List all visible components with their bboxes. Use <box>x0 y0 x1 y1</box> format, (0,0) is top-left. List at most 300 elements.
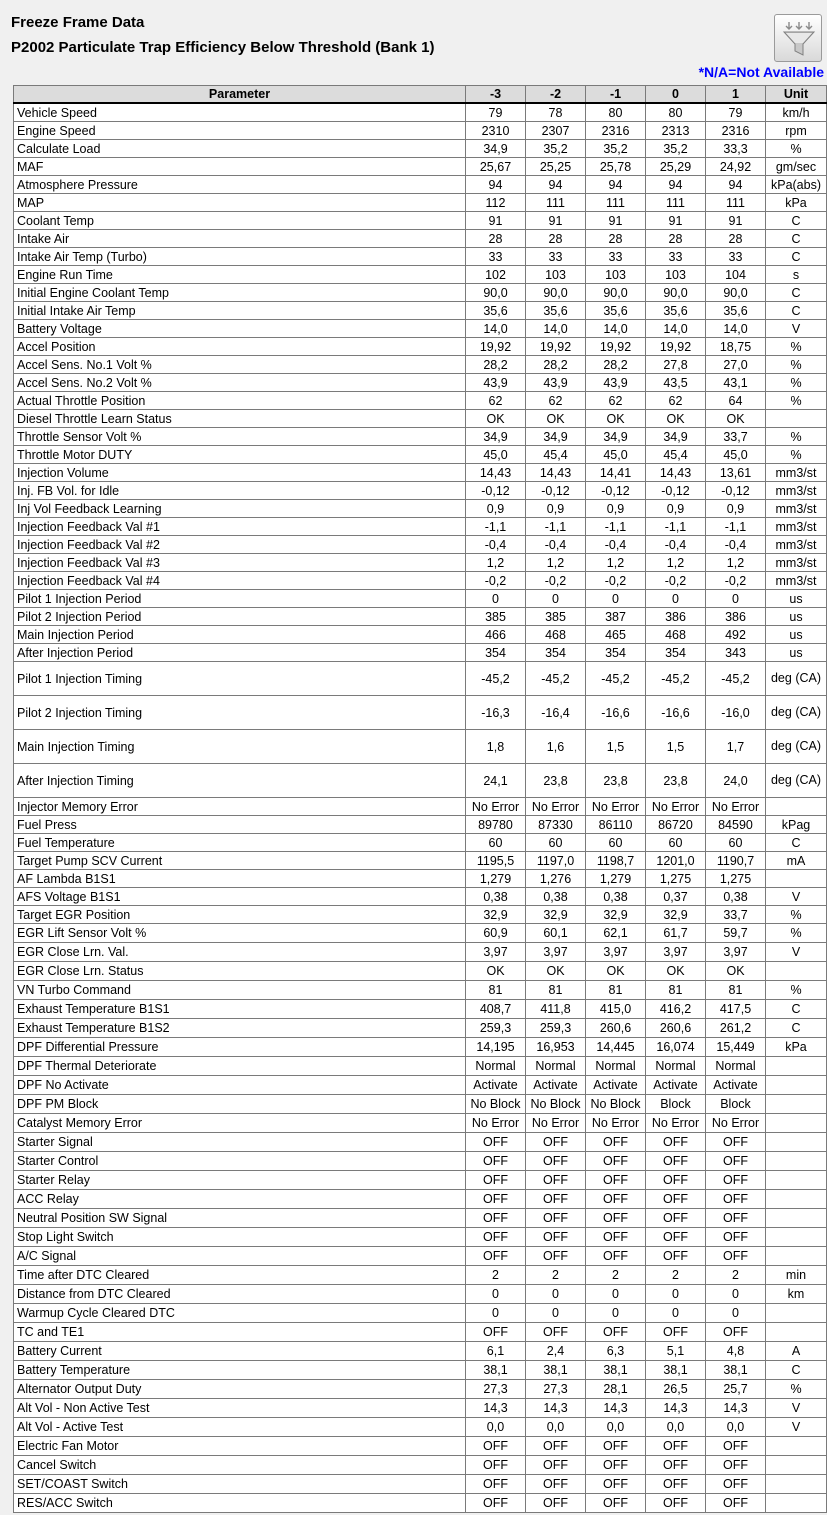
frame-value: 84590 <box>706 816 766 834</box>
parameter-name: Neutral Position SW Signal <box>14 1209 466 1228</box>
frame-value: 0 <box>586 1304 646 1323</box>
frame-value: 1198,7 <box>586 852 646 870</box>
frame-value: 1201,0 <box>646 852 706 870</box>
parameter-name: DPF No Activate <box>14 1076 466 1095</box>
table-row[interactable] <box>14 608 827 626</box>
table-row[interactable] <box>14 1494 827 1513</box>
parameter-name: Intake Air <box>14 230 466 248</box>
frame-value: 0 <box>646 590 706 608</box>
frame-value: 0,9 <box>466 500 526 518</box>
unit-value: % <box>766 924 827 943</box>
table-row[interactable] <box>14 1190 827 1209</box>
table-row[interactable] <box>14 764 827 798</box>
column-header-frame-minus-3[interactable]: -3 <box>466 86 526 104</box>
frame-value: 0 <box>466 1304 526 1323</box>
frame-value: 14,41 <box>586 464 646 482</box>
table-row[interactable] <box>14 518 827 536</box>
table-row[interactable] <box>14 230 827 248</box>
frame-value: 90,0 <box>646 284 706 302</box>
frame-value: 62 <box>586 392 646 410</box>
unit-value: min <box>766 1266 827 1285</box>
frame-value: OFF <box>466 1475 526 1494</box>
table-row[interactable] <box>14 590 827 608</box>
frame-value: OFF <box>646 1190 706 1209</box>
frame-value: OFF <box>526 1209 586 1228</box>
table-row[interactable] <box>14 1475 827 1494</box>
frame-value: 468 <box>526 626 586 644</box>
frame-value: Activate <box>706 1076 766 1095</box>
frame-value: 0,9 <box>586 500 646 518</box>
frame-value: 14,0 <box>706 320 766 338</box>
frame-value: -0,12 <box>586 482 646 500</box>
frame-value: 33 <box>646 248 706 266</box>
parameter-name: Starter Relay <box>14 1171 466 1190</box>
frame-value: OFF <box>586 1133 646 1152</box>
frame-value: 260,6 <box>586 1019 646 1038</box>
unit-value: km <box>766 1285 827 1304</box>
table-row[interactable] <box>14 1000 827 1019</box>
parameter-name: Stop Light Switch <box>14 1228 466 1247</box>
frame-value: 1,5 <box>586 730 646 764</box>
frame-value: OFF <box>646 1475 706 1494</box>
frame-value: OFF <box>646 1494 706 1513</box>
frame-value: 14,3 <box>526 1399 586 1418</box>
unit-value <box>766 1133 827 1152</box>
frame-value: 14,3 <box>466 1399 526 1418</box>
frame-value: 60 <box>526 834 586 852</box>
parameter-name: Initial Intake Air Temp <box>14 302 466 320</box>
table-row[interactable] <box>14 410 827 428</box>
column-header-frame-minus-1[interactable]: -1 <box>586 86 646 104</box>
frame-value: -16,4 <box>526 696 586 730</box>
table-row[interactable] <box>14 500 827 518</box>
unit-value: us <box>766 644 827 662</box>
frame-value: -0,4 <box>706 536 766 554</box>
frame-value: 0 <box>646 1304 706 1323</box>
unit-value: rpm <box>766 122 827 140</box>
frame-value: 14,3 <box>706 1399 766 1418</box>
frame-value: 0 <box>706 1285 766 1304</box>
table-row[interactable] <box>14 1076 827 1095</box>
frame-value: Activate <box>586 1076 646 1095</box>
frame-value: -0,12 <box>706 482 766 500</box>
frame-value: 0,0 <box>466 1418 526 1437</box>
frame-value: OFF <box>646 1228 706 1247</box>
frame-value: OK <box>706 410 766 428</box>
frame-value: 3,97 <box>466 943 526 962</box>
unit-value <box>766 1494 827 1513</box>
frame-value: OK <box>466 410 526 428</box>
table-row[interactable] <box>14 834 827 852</box>
frame-value: 60,9 <box>466 924 526 943</box>
parameter-name: Warmup Cycle Cleared DTC <box>14 1304 466 1323</box>
frame-value: 1197,0 <box>526 852 586 870</box>
table-row[interactable] <box>14 1171 827 1190</box>
frame-value: 354 <box>466 644 526 662</box>
frame-value: -1,1 <box>646 518 706 536</box>
table-row[interactable] <box>14 266 827 284</box>
column-header-frame-minus-2[interactable]: -2 <box>526 86 586 104</box>
table-row[interactable] <box>14 1228 827 1247</box>
parameter-name: VN Turbo Command <box>14 981 466 1000</box>
frame-value: 35,2 <box>526 140 586 158</box>
frame-value: 104 <box>706 266 766 284</box>
table-row[interactable] <box>14 140 827 158</box>
frame-value: -45,2 <box>466 662 526 696</box>
table-row[interactable] <box>14 1095 827 1114</box>
frame-value: OFF <box>526 1456 586 1475</box>
parameter-name: Catalyst Memory Error <box>14 1114 466 1133</box>
frame-value: 0,38 <box>466 888 526 906</box>
frame-value: 14,43 <box>466 464 526 482</box>
frame-value: 103 <box>586 266 646 284</box>
table-row[interactable] <box>14 302 827 320</box>
frame-value: OFF <box>466 1247 526 1266</box>
frame-value: OK <box>526 962 586 981</box>
frame-value: -0,2 <box>586 572 646 590</box>
unit-value <box>766 1475 827 1494</box>
column-header-frame-1[interactable]: 1 <box>706 86 766 104</box>
table-row[interactable] <box>14 1152 827 1171</box>
frame-value: 19,92 <box>586 338 646 356</box>
table-row[interactable] <box>14 1133 827 1152</box>
table-row[interactable] <box>14 1380 827 1399</box>
frame-value: 19,92 <box>526 338 586 356</box>
frame-value: 28 <box>586 230 646 248</box>
frame-value: -1,1 <box>466 518 526 536</box>
table-row[interactable] <box>14 1418 827 1437</box>
frame-value: 1,2 <box>706 554 766 572</box>
frame-value: OFF <box>586 1323 646 1342</box>
frame-value: 386 <box>706 608 766 626</box>
frame-value: 79 <box>706 103 766 122</box>
frame-value: 25,25 <box>526 158 586 176</box>
table-row[interactable] <box>14 1361 827 1380</box>
frame-value: 2 <box>706 1266 766 1285</box>
table-row[interactable] <box>14 1247 827 1266</box>
table-row[interactable] <box>14 1209 827 1228</box>
frame-value: OFF <box>526 1133 586 1152</box>
table-row[interactable] <box>14 981 827 1000</box>
table-row[interactable] <box>14 554 827 572</box>
frame-value: 14,3 <box>586 1399 646 1418</box>
table-row[interactable] <box>14 103 827 122</box>
frame-value: 0,38 <box>526 888 586 906</box>
frame-value: 16,074 <box>646 1038 706 1057</box>
frame-value: 111 <box>706 194 766 212</box>
frame-value: 4,8 <box>706 1342 766 1361</box>
table-row[interactable] <box>14 338 827 356</box>
frame-value: 34,9 <box>466 140 526 158</box>
frame-value: -16,3 <box>466 696 526 730</box>
frame-value: 94 <box>586 176 646 194</box>
column-header-frame-0[interactable]: 0 <box>646 86 706 104</box>
unit-value: mm3/st <box>766 500 827 518</box>
frame-value: 60 <box>586 834 646 852</box>
frame-value: OFF <box>586 1152 646 1171</box>
frame-value: 43,1 <box>706 374 766 392</box>
table-row[interactable] <box>14 572 827 590</box>
table-row[interactable] <box>14 962 827 981</box>
parameter-name: TC and TE1 <box>14 1323 466 1342</box>
frame-value: 354 <box>526 644 586 662</box>
table-row[interactable] <box>14 906 827 924</box>
parameter-name: Battery Voltage <box>14 320 466 338</box>
frame-value: 45,0 <box>466 446 526 464</box>
frame-value: 33 <box>586 248 646 266</box>
parameter-name: Pilot 2 Injection Period <box>14 608 466 626</box>
frame-value: 1,6 <box>526 730 586 764</box>
parameter-name: EGR Lift Sensor Volt % <box>14 924 466 943</box>
table-row[interactable] <box>14 158 827 176</box>
table-row[interactable] <box>14 1456 827 1475</box>
parameter-name: Throttle Sensor Volt % <box>14 428 466 446</box>
frame-value: 28 <box>526 230 586 248</box>
table-row[interactable] <box>14 644 827 662</box>
frame-value: OFF <box>526 1228 586 1247</box>
table-row[interactable] <box>14 356 827 374</box>
frame-value: 2 <box>646 1266 706 1285</box>
unit-value: C <box>766 212 827 230</box>
frame-value: Normal <box>466 1057 526 1076</box>
frame-value: 0,9 <box>646 500 706 518</box>
table-row[interactable] <box>14 464 827 482</box>
frame-value: 81 <box>646 981 706 1000</box>
unit-value <box>766 1171 827 1190</box>
frame-value: OFF <box>586 1456 646 1475</box>
frame-value: 1,2 <box>526 554 586 572</box>
table-row[interactable] <box>14 536 827 554</box>
table-row[interactable] <box>14 392 827 410</box>
frame-value: 0 <box>526 1304 586 1323</box>
parameter-name: DPF Differential Pressure <box>14 1038 466 1057</box>
table-row[interactable] <box>14 1114 827 1133</box>
frame-value: No Error <box>706 1114 766 1133</box>
table-row[interactable] <box>14 696 827 730</box>
parameter-name: Battery Temperature <box>14 1361 466 1380</box>
unit-value <box>766 1076 827 1095</box>
frame-value: 34,9 <box>526 428 586 446</box>
frame-value: OFF <box>706 1323 766 1342</box>
table-row[interactable] <box>14 374 827 392</box>
frame-value: OFF <box>586 1228 646 1247</box>
frame-value: 1,5 <box>646 730 706 764</box>
frame-value: 14,0 <box>586 320 646 338</box>
frame-value: OFF <box>466 1152 526 1171</box>
frame-value: 28 <box>646 230 706 248</box>
frame-value: OFF <box>706 1228 766 1247</box>
frame-value: 111 <box>646 194 706 212</box>
frame-value: 91 <box>526 212 586 230</box>
parameter-name: SET/COAST Switch <box>14 1475 466 1494</box>
frame-value: 28 <box>706 230 766 248</box>
frame-value: 19,92 <box>466 338 526 356</box>
frame-value: 0,0 <box>526 1418 586 1437</box>
table-row[interactable] <box>14 176 827 194</box>
frame-value: 103 <box>646 266 706 284</box>
unit-value: C <box>766 1019 827 1038</box>
parameter-name: Engine Run Time <box>14 266 466 284</box>
unit-value <box>766 870 827 888</box>
table-row[interactable] <box>14 1266 827 1285</box>
frame-value: 81 <box>466 981 526 1000</box>
frame-value: 81 <box>586 981 646 1000</box>
frame-value: 38,1 <box>706 1361 766 1380</box>
table-row[interactable] <box>14 284 827 302</box>
frame-value: 0 <box>526 1285 586 1304</box>
frame-value: 0,9 <box>526 500 586 518</box>
table-row[interactable] <box>14 870 827 888</box>
table-row[interactable] <box>14 1304 827 1323</box>
table-row[interactable] <box>14 428 827 446</box>
table-row[interactable] <box>14 852 827 870</box>
frame-value: 27,0 <box>706 356 766 374</box>
frame-value: 261,2 <box>706 1019 766 1038</box>
frame-value: Normal <box>586 1057 646 1076</box>
frame-value: 61,7 <box>646 924 706 943</box>
frame-value: 0,9 <box>706 500 766 518</box>
parameter-name: Battery Current <box>14 1342 466 1361</box>
table-row[interactable] <box>14 122 827 140</box>
parameter-name: Injection Feedback Val #1 <box>14 518 466 536</box>
frame-value: 2,4 <box>526 1342 586 1361</box>
table-row[interactable] <box>14 212 827 230</box>
frame-value: -45,2 <box>526 662 586 696</box>
frame-value: OK <box>706 962 766 981</box>
frame-value: 38,1 <box>466 1361 526 1380</box>
frame-value: 60 <box>646 834 706 852</box>
parameter-name: Main Injection Timing <box>14 730 466 764</box>
table-row[interactable] <box>14 924 827 943</box>
table-row[interactable] <box>14 626 827 644</box>
parameter-name: Injection Feedback Val #2 <box>14 536 466 554</box>
table-row[interactable] <box>14 798 827 816</box>
parameter-name: MAP <box>14 194 466 212</box>
frame-value: 90,0 <box>706 284 766 302</box>
frame-value: 35,6 <box>586 302 646 320</box>
frame-value: 32,9 <box>646 906 706 924</box>
frame-value: 2313 <box>646 122 706 140</box>
table-row[interactable] <box>14 482 827 500</box>
parameter-name: Exhaust Temperature B1S1 <box>14 1000 466 1019</box>
frame-value: OFF <box>586 1247 646 1266</box>
frame-value: -0,4 <box>586 536 646 554</box>
table-row[interactable] <box>14 1323 827 1342</box>
frame-value: 45,0 <box>586 446 646 464</box>
unit-value: gm/sec <box>766 158 827 176</box>
frame-value: 25,7 <box>706 1380 766 1399</box>
frame-value: 1,275 <box>646 870 706 888</box>
frame-value: -0,12 <box>526 482 586 500</box>
table-row[interactable] <box>14 248 827 266</box>
parameter-name: Engine Speed <box>14 122 466 140</box>
unit-value <box>766 962 827 981</box>
parameter-name: Diesel Throttle Learn Status <box>14 410 466 428</box>
unit-value: A <box>766 1342 827 1361</box>
parameter-name: Initial Engine Coolant Temp <box>14 284 466 302</box>
frame-value: 19,92 <box>646 338 706 356</box>
frame-value: 86110 <box>586 816 646 834</box>
table-row[interactable] <box>14 816 827 834</box>
table-row[interactable] <box>14 1038 827 1057</box>
frame-value: 1,279 <box>586 870 646 888</box>
table-row[interactable] <box>14 943 827 962</box>
frame-value: -0,2 <box>526 572 586 590</box>
frame-value: No Block <box>526 1095 586 1114</box>
frame-value: 89780 <box>466 816 526 834</box>
frame-value: 0 <box>466 1285 526 1304</box>
frame-value: OFF <box>526 1475 586 1494</box>
parameter-name: Target Pump SCV Current <box>14 852 466 870</box>
parameter-name: Vehicle Speed <box>14 103 466 122</box>
parameter-name: Intake Air Temp (Turbo) <box>14 248 466 266</box>
table-row[interactable] <box>14 1342 827 1361</box>
unit-value: V <box>766 1399 827 1418</box>
parameter-name: DPF Thermal Deteriorate <box>14 1057 466 1076</box>
parameter-name: Alt Vol - Non Active Test <box>14 1399 466 1418</box>
dtc-title: P2002 Particulate Trap Efficiency Below Threshold (Bank 1) <box>11 39 435 56</box>
parameter-name: Fuel Temperature <box>14 834 466 852</box>
frame-value: 90,0 <box>466 284 526 302</box>
unit-value: C <box>766 302 827 320</box>
frame-value: 90,0 <box>526 284 586 302</box>
frame-value: OFF <box>526 1190 586 1209</box>
column-header-parameter[interactable]: Parameter <box>14 86 466 104</box>
frame-value: 43,9 <box>586 374 646 392</box>
frame-value: 415,0 <box>586 1000 646 1019</box>
frame-value: 14,445 <box>586 1038 646 1057</box>
unit-value: C <box>766 1000 827 1019</box>
frame-value: OFF <box>466 1494 526 1513</box>
table-row[interactable] <box>14 320 827 338</box>
frame-value: 43,9 <box>526 374 586 392</box>
column-header-unit[interactable]: Unit <box>766 86 827 104</box>
table-row[interactable] <box>14 194 827 212</box>
frame-value: 78 <box>526 103 586 122</box>
frame-value: OFF <box>706 1209 766 1228</box>
filter-button[interactable] <box>774 14 822 62</box>
frame-value: 33 <box>706 248 766 266</box>
frame-value: 15,449 <box>706 1038 766 1057</box>
table-row[interactable] <box>14 662 827 696</box>
table-row[interactable] <box>14 1285 827 1304</box>
parameter-name: Atmosphere Pressure <box>14 176 466 194</box>
unit-value <box>766 1437 827 1456</box>
frame-value: 34,9 <box>466 428 526 446</box>
table-row[interactable] <box>14 730 827 764</box>
frame-value: 3,97 <box>646 943 706 962</box>
parameter-name: Injection Feedback Val #4 <box>14 572 466 590</box>
unit-value: % <box>766 446 827 464</box>
frame-value: 14,3 <box>646 1399 706 1418</box>
table-row[interactable] <box>14 1057 827 1076</box>
frame-value: 0 <box>466 590 526 608</box>
parameter-name: Fuel Press <box>14 816 466 834</box>
frame-value: 16,953 <box>526 1038 586 1057</box>
table-row[interactable] <box>14 446 827 464</box>
frame-value: OK <box>526 410 586 428</box>
frame-value: 62 <box>466 392 526 410</box>
unit-value: mm3/st <box>766 482 827 500</box>
table-row[interactable] <box>14 888 827 906</box>
table-row[interactable] <box>14 1437 827 1456</box>
frame-value: OFF <box>646 1171 706 1190</box>
table-row[interactable] <box>14 1019 827 1038</box>
unit-value: s <box>766 266 827 284</box>
unit-value <box>766 1190 827 1209</box>
unit-value: V <box>766 888 827 906</box>
table-row[interactable] <box>14 1399 827 1418</box>
